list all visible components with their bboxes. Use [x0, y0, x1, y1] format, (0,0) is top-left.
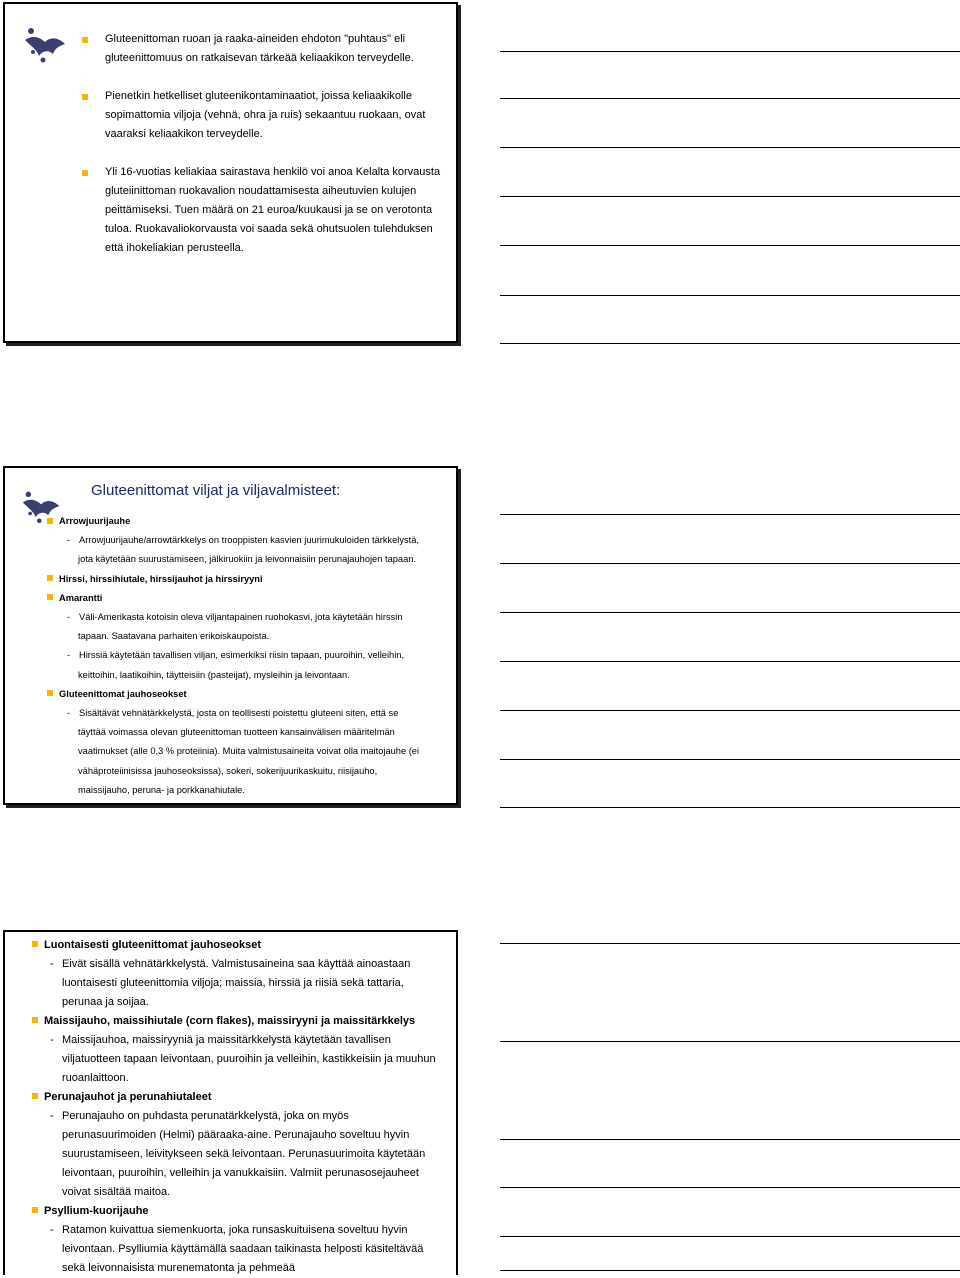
dash-icon: -: [67, 612, 71, 623]
notes-line: [500, 710, 960, 711]
notes-line: [500, 245, 960, 246]
slide-title: Gluteenittomat viljat ja viljavalmisteet:: [91, 482, 341, 499]
line-text: vaatimukset (alle 0,3 % proteiinia). Muita valmistusaineita voivat olla maitojauhe (ei: [78, 746, 420, 757]
bullet-icon: [47, 575, 53, 581]
line-text: keittoihin, laatikoihin, täytteisiin (pasteijat), mysleihin ja leivontaan.: [78, 669, 350, 680]
sub-item: [47, 550, 457, 569]
line-text: leivontaan, puuroihin, velleihin ja vanukkaisiin. Valmiit perunasosejauheet: [62, 1167, 419, 1179]
line-text: tapaan. Saatavana parhaiten erikoiskaupoista.: [78, 631, 270, 642]
bullet-icon: [47, 690, 53, 696]
line-text: Hirssi, hirssihiutale, hirssijauhot ja hirssiryyni: [59, 573, 263, 584]
sub-item: [47, 781, 457, 800]
list-item: [32, 1012, 457, 1031]
list-item: [47, 570, 457, 589]
line-text: Perunajauho on puhdasta perunatärkkelystä, joka on myös: [62, 1110, 349, 1122]
sub-item: [47, 723, 457, 742]
notes-line: [500, 1187, 960, 1188]
notes-line: [500, 51, 960, 52]
notes-line: [500, 1236, 960, 1237]
line-text: Sisältävät vehnätärkkelystä, josta on teollisesti poistettu gluteeni siten, että se: [79, 708, 399, 719]
slide-1-text: [93, 30, 453, 277]
notes-line: [500, 661, 960, 662]
sub-item: [32, 1031, 457, 1050]
sub-item: [32, 1126, 457, 1145]
sub-item: [32, 955, 457, 974]
university-logo-icon: [23, 26, 69, 66]
dash-icon: -: [50, 1034, 54, 1046]
paragraph: [93, 87, 453, 144]
sub-item: [47, 627, 457, 646]
list-item: [47, 512, 457, 531]
sub-item: [32, 1145, 457, 1164]
notes-line: [500, 1139, 960, 1140]
bullet-icon: [82, 170, 88, 176]
line-text: Luontaisesti gluteenittomat jauhoseokset: [44, 939, 261, 951]
line-text: Eivät sisällä vehnätärkkelystä. Valmistusaineina saa käyttää ainoastaan: [62, 958, 411, 970]
line-text: jota käytetään suurustamiseen, jälkiruokiin ja leivonnaisiin perunajauhojen tapaan.: [78, 554, 417, 565]
sub-item: [32, 1069, 457, 1088]
sub-item: [47, 646, 457, 665]
line-text: Perunajauhot ja perunahiutaleet: [44, 1091, 212, 1103]
dash-icon: -: [50, 1224, 54, 1236]
sub-item: [32, 1050, 457, 1069]
notes-line: [500, 563, 960, 564]
line-text: voivat sisältää maitoa.: [62, 1186, 171, 1198]
sub-item: [32, 1183, 457, 1202]
bullet-icon: [32, 1207, 38, 1213]
sub-item: [47, 704, 457, 723]
sub-item: [47, 666, 457, 685]
sub-item: [47, 531, 457, 550]
line-text: luontaisesti gluteenittomia viljoja; maissia, hirssiä ja riisiä sekä tattaria,: [62, 977, 404, 989]
notes-line: [500, 612, 960, 613]
line-text: sekä leivonnaisista murenematonta ja pehmeää: [62, 1262, 295, 1274]
line-text: Ratamon kuivattua siemenkuorta, joka runsaskuituisena soveltuu hyvin: [62, 1224, 408, 1236]
paragraph-text: Pienetkin hetkelliset gluteenikontaminaatiot, joissa keliaakikolle sopimattomia viljoja (vehnä, ohra ja ruis) sekaantuu ruokaan, ovat vaaraksi keliaakikon terveydelle.: [105, 90, 426, 140]
sub-item: [32, 1240, 457, 1259]
sub-item: [47, 608, 457, 627]
paragraph-text: Yli 16-vuotias keliakiaa sairastava henkilö voi anoa Kelalta korvausta gluteiinittoman ruokavalion noudattamisesta aiheutuvien kulujen peittämiseksi. Tuen määrä on 21 euroa/kuukausi ja se on verotonta tuloa. Ruokavaliokorvausta voi saada sekä ohutsuolen tulehduksen että ihokeliakian perusteella.: [105, 166, 441, 254]
dash-icon: -: [50, 1110, 54, 1122]
sub-item: [32, 1164, 457, 1183]
line-text: suurustamiseen, leivitykseen sekä leivontaan. Perunasuurimoita käytetään: [62, 1148, 426, 1160]
notes-line: [500, 98, 960, 99]
bullet-icon: [32, 1093, 38, 1099]
notes-line: [500, 147, 960, 148]
line-text: Psyllium-kuorijauhe: [44, 1205, 149, 1217]
bullet-icon: [47, 518, 53, 524]
line-text: Gluteenittomat jauhoseokset: [59, 688, 187, 699]
sub-item: [47, 762, 457, 781]
line-text: viljatuotteen tapaan leivontaan, puuroihin ja velleihin, kastikkeisiin ja muuhun: [62, 1053, 436, 1065]
bullet-icon: [82, 37, 88, 43]
paragraph: [93, 30, 453, 68]
sub-item: [32, 1221, 457, 1240]
list-item: [47, 589, 457, 608]
bullet-icon: [32, 1017, 38, 1023]
sub-item: [32, 974, 457, 993]
notes-line: [500, 807, 960, 808]
bullet-icon: [82, 94, 88, 100]
line-text: perunasuurimoiden (Helmi) pääraaka-aine. Perunajauho soveltuu hyvin: [62, 1129, 410, 1141]
slide-3: [3, 930, 458, 1275]
notes-line: [500, 343, 960, 344]
line-text: Maissijauhoa, maissiryyniä ja maissitärkkelystä käytetään tavallisen: [62, 1034, 391, 1046]
notes-line: [500, 295, 960, 296]
slide-3-text: [32, 936, 457, 1278]
list-item: [47, 685, 457, 704]
notes-line: [500, 196, 960, 197]
notes-line: [500, 514, 960, 515]
dash-icon: -: [67, 650, 71, 661]
line-text: täyttää voimassa olevan gluteenittoman tuotteen kansainvälisen määritelmän: [78, 727, 395, 738]
line-text: vähäproteiinisissa jauhoseoksissa), sokeri, sokerijuurikaskuitu, riisijauho,: [78, 765, 378, 776]
line-text: Hirssiä käytetään tavallisen viljan, esimerkiksi riisin tapaan, puuroihin, velleihin,: [79, 650, 405, 661]
sub-item: [32, 1107, 457, 1126]
notes-line: [500, 759, 960, 760]
notes-line: [500, 943, 960, 944]
notes-line: [500, 1270, 960, 1271]
paragraph-text: Gluteenittoman ruoan ja raaka-aineiden ehdoton "puhtaus" eli gluteenittomuus on ratkaisevan tärkeää keliaakikon terveydelle.: [105, 33, 414, 64]
line-text: perunaa ja soijaa.: [62, 996, 149, 1008]
sub-item: [47, 742, 457, 761]
bullet-icon: [32, 941, 38, 947]
bullet-icon: [47, 594, 53, 600]
list-item: [32, 1202, 457, 1221]
slide-2-text: [47, 512, 457, 800]
paragraph: [93, 163, 453, 258]
dash-icon: -: [67, 708, 71, 719]
line-text: ruoanlaittoon.: [62, 1072, 129, 1084]
dash-icon: -: [67, 535, 71, 546]
list-item: [32, 1088, 457, 1107]
slide-2: [3, 466, 458, 805]
line-text: Maissijauho, maissihiutale (corn flakes), maissiryyni ja maissitärkkelys: [44, 1015, 416, 1027]
line-text: Arrowjuurijauhe/arrowtärkkelys on trooppisten kasvien juurimukuloiden tärkkelystä,: [79, 535, 420, 546]
list-item: [32, 936, 457, 955]
line-text: Amarantti: [59, 592, 103, 603]
line-text: leivontaan. Psylliumia käyttämällä saadaan taikinasta helposti käsiteltävää: [62, 1243, 424, 1255]
sub-item: [32, 993, 457, 1012]
notes-line: [500, 1041, 960, 1042]
line-text: Arrowjuurijauhe: [59, 516, 131, 526]
dash-icon: -: [50, 958, 54, 970]
slide-1: [3, 2, 458, 343]
line-text: maissijauho, peruna- ja porkkanahiutale.: [78, 784, 245, 795]
sub-item: [32, 1259, 457, 1278]
line-text: Väli-Amerikasta kotoisin oleva viljantapainen ruohokasvi, jota käytetään hirssin: [79, 612, 403, 623]
